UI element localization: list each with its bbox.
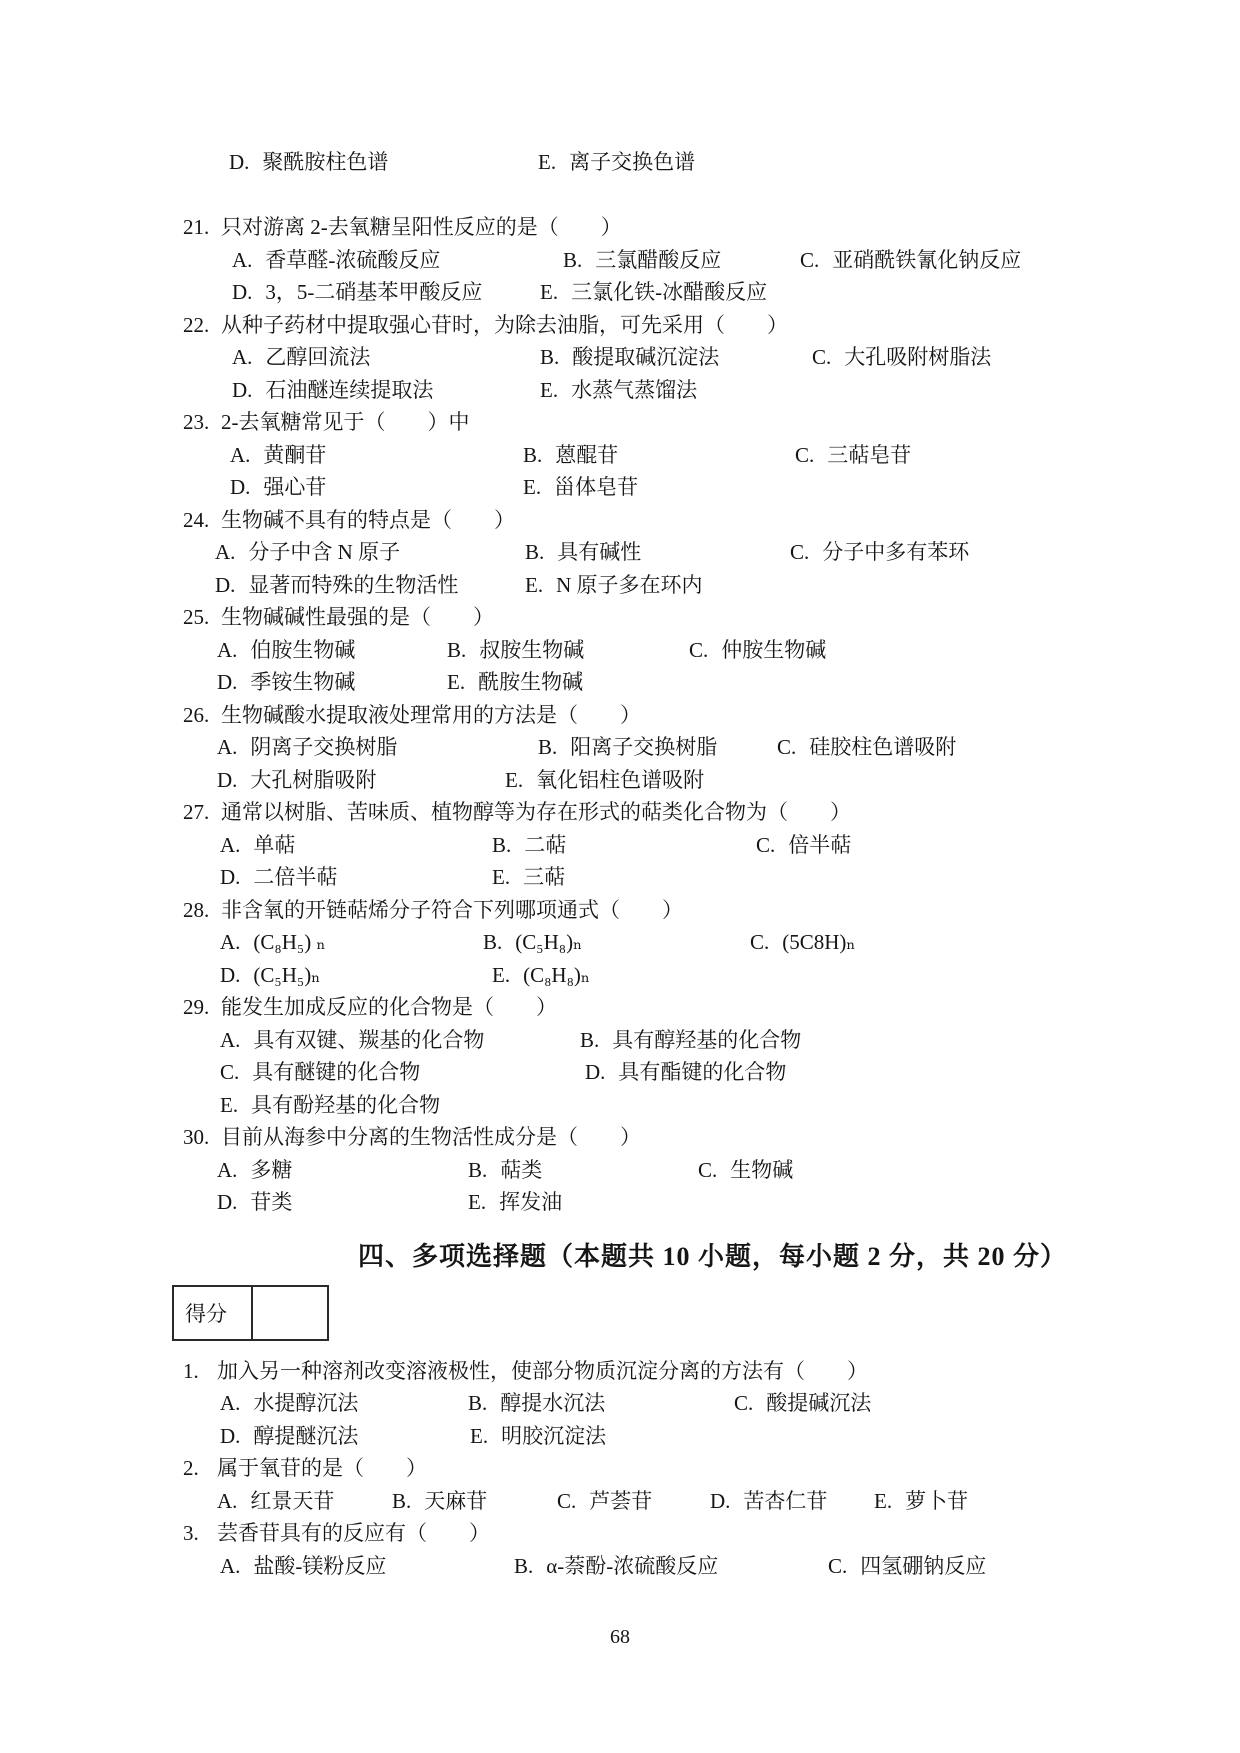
option-label: C. <box>750 930 770 954</box>
option-label: B. <box>523 442 543 467</box>
option <box>800 244 1021 277</box>
option-row <box>0 374 1240 407</box>
option-row <box>0 536 1240 569</box>
question-stem-row <box>0 211 1240 244</box>
option-text: 醇提水沉法 <box>500 1391 606 1415</box>
option <box>540 341 719 374</box>
blank-line <box>0 179 1240 212</box>
option <box>538 146 695 179</box>
option-label: E. <box>470 1423 489 1448</box>
option-label: C. <box>734 1391 754 1415</box>
question-number: 26. <box>183 702 210 727</box>
question-stem-row <box>0 1452 1240 1485</box>
option-text: 明胶沉淀法 <box>501 1423 607 1448</box>
score-label-cell: 得分 <box>174 1287 253 1339</box>
question-number: 27. <box>183 800 210 824</box>
question <box>0 699 1240 797</box>
option-label: E. <box>538 150 557 174</box>
question-stem: 目前从海参中分离的生物活性成分是（ ） <box>221 1125 641 1149</box>
option-text: (C₅H₅)ₙ <box>253 962 321 987</box>
question-stem: 从种子药材中提取强心苷时，为除去油脂，可先采用（ ） <box>221 312 788 337</box>
option-label: B. <box>483 930 503 954</box>
option-row <box>0 666 1240 699</box>
option-label: E. <box>447 670 466 694</box>
option-text: 阴离子交换树脂 <box>250 735 398 759</box>
option <box>523 439 618 472</box>
question <box>0 991 1240 1121</box>
option-label: E. <box>468 1190 487 1214</box>
option <box>447 634 584 667</box>
option-text: 叔胺生物碱 <box>479 637 585 662</box>
option <box>525 569 703 602</box>
option-label: C. <box>557 1488 577 1513</box>
question-stem-row <box>0 1517 1240 1550</box>
option-text: 三萜皂苷 <box>827 442 912 467</box>
option-label: B. <box>563 247 583 272</box>
question-stem: 生物碱碱性最强的是（ ） <box>221 605 494 629</box>
option <box>734 1387 871 1420</box>
question-stem: 生物碱酸水提取液处理常用的方法是（ ） <box>221 702 641 727</box>
option-text: 蒽醌苷 <box>555 442 619 467</box>
option <box>220 959 320 992</box>
option <box>220 829 295 862</box>
score-box <box>172 1285 329 1341</box>
option-label: A. <box>217 637 238 662</box>
option <box>230 439 326 472</box>
option <box>232 341 370 374</box>
option-label: B. <box>580 1027 600 1052</box>
option <box>874 1485 968 1518</box>
option-text: 离子交换色谱 <box>569 150 696 174</box>
option-label: D. <box>585 1060 606 1084</box>
option-text: 醇提醚沉法 <box>253 1423 359 1448</box>
option <box>232 244 440 277</box>
option-label: A. <box>217 1488 238 1513</box>
option <box>447 666 583 699</box>
option-row <box>0 276 1240 309</box>
option-text: 具有酚羟基的化合物 <box>251 1092 441 1117</box>
option-row <box>0 1420 1240 1453</box>
option-text: 氧化铝柱色谱吸附 <box>536 767 705 792</box>
option-label: C. <box>812 345 832 369</box>
option <box>580 1024 801 1057</box>
question-number: 23. <box>183 410 210 434</box>
option <box>585 1056 786 1089</box>
option-text: 芦荟苷 <box>589 1488 653 1513</box>
question-number: 21. <box>183 215 210 239</box>
option-row <box>0 1550 1240 1583</box>
option-text: 具有双键、羰基的化合物 <box>253 1027 485 1052</box>
question <box>0 504 1240 602</box>
option-label: E. <box>505 767 524 792</box>
option-text: 单萜 <box>253 832 296 857</box>
option-label: E. <box>540 377 559 402</box>
question-stem: 通常以树脂、苦味质、植物醇等为存在形式的萜类化合物为（ ） <box>221 800 851 824</box>
question <box>0 894 1240 992</box>
option-text: 四氢硼钠反应 <box>860 1553 987 1578</box>
option <box>232 374 433 407</box>
option-row <box>0 471 1240 504</box>
option-row <box>0 861 1240 894</box>
option-label: A. <box>220 1027 241 1052</box>
option-label: D. <box>215 572 236 597</box>
page-number: 68 <box>610 1626 630 1648</box>
option-label: E. <box>492 865 511 889</box>
option-text: 阳离子交换树脂 <box>570 735 718 759</box>
option-row <box>0 569 1240 602</box>
option <box>557 1485 652 1518</box>
option-text: 生物碱 <box>730 1157 794 1182</box>
option-text: (C₅H₈)ₙ <box>515 930 583 954</box>
option <box>215 569 458 602</box>
option <box>220 1089 440 1122</box>
option-text: 香草醛-浓硫酸反应 <box>265 247 441 272</box>
question-number: 28. <box>183 897 210 922</box>
question <box>0 1355 1240 1453</box>
option <box>790 536 969 569</box>
question-stem: 生物碱不具有的特点是（ ） <box>221 507 515 532</box>
option-text: (C₈H₅) ₙ <box>253 930 326 954</box>
option <box>750 926 856 959</box>
option <box>220 1387 358 1420</box>
option-label: C. <box>698 1157 718 1182</box>
option-text: 倍半萜 <box>788 832 852 857</box>
option-label: C. <box>220 1060 240 1084</box>
question-number: 3. <box>183 1521 199 1545</box>
option-label: A. <box>230 442 251 467</box>
option-label: A. <box>232 247 253 272</box>
question <box>0 1452 1240 1517</box>
option-text: 分子中多有苯环 <box>822 540 970 564</box>
question-stem-row <box>0 601 1240 634</box>
option <box>468 1186 562 1219</box>
option-label: D. <box>220 962 241 987</box>
question <box>0 1121 1240 1219</box>
option <box>514 1550 718 1583</box>
option-row <box>0 1056 1240 1089</box>
option-text: 盐酸-镁粉反应 <box>253 1553 387 1578</box>
option-label: C. <box>800 247 820 272</box>
option-label: A. <box>232 345 253 369</box>
option-label: E. <box>874 1488 893 1513</box>
option <box>540 276 767 309</box>
option-label: E. <box>523 475 542 499</box>
option-text: 天麻苷 <box>424 1488 488 1513</box>
option-label: B. <box>538 735 558 759</box>
question-stem: 加入另一种溶剂改变溶液极性，使部分物质沉淀分离的方法有（ ） <box>217 1358 868 1383</box>
option-label: D. <box>220 865 241 889</box>
question-stem: 能发生加成反应的化合物是（ ） <box>221 995 557 1019</box>
option-row <box>0 1387 1240 1420</box>
option <box>698 1154 793 1187</box>
option-text: 石油醚连续提取法 <box>265 377 434 402</box>
option <box>392 1485 487 1518</box>
option-text: 红景天苷 <box>250 1488 335 1513</box>
question-number: 25. <box>183 605 210 629</box>
option-text: 大孔树脂吸附 <box>250 767 377 792</box>
option-label: D. <box>232 377 253 402</box>
option <box>812 341 991 374</box>
option-text: N 原子多在环内 <box>556 572 703 597</box>
option-label: D. <box>229 150 250 174</box>
option <box>505 764 704 797</box>
option-row <box>0 244 1240 277</box>
option-row <box>0 1089 1240 1122</box>
question-stem-row <box>0 796 1240 829</box>
option-text: 三氯化铁-冰醋酸反应 <box>571 280 768 304</box>
option-label: B. <box>492 832 512 857</box>
option-label: A. <box>217 735 238 759</box>
option <box>220 1056 420 1089</box>
option-row <box>0 926 1240 959</box>
option <box>220 861 337 894</box>
option-row <box>0 341 1240 374</box>
question-stem-row <box>0 699 1240 732</box>
option <box>229 146 388 179</box>
option <box>220 926 326 959</box>
option-label: E. <box>540 280 559 304</box>
option <box>230 471 326 504</box>
option-text: (5C8H)ₙ <box>782 930 856 954</box>
question-number: 2. <box>183 1456 199 1480</box>
option-text: 苷类 <box>250 1190 293 1214</box>
option-text: 显著而特殊的生物活性 <box>248 572 459 597</box>
option-text: 水蒸气蒸馏法 <box>571 377 698 402</box>
option-row <box>0 1024 1240 1057</box>
option <box>492 959 590 992</box>
option-label: E. <box>220 1092 239 1117</box>
question-stem-row <box>0 1121 1240 1154</box>
option-text: 3，5-二硝基苯甲酸反应 <box>265 280 483 304</box>
option-row <box>0 829 1240 862</box>
question-stem-row <box>0 1355 1240 1388</box>
option-text: 具有醚键的化合物 <box>252 1060 421 1084</box>
option-label: C. <box>756 832 776 857</box>
option-text: (C₈H₈)ₙ <box>523 962 590 987</box>
option <box>540 374 697 407</box>
option <box>220 1550 386 1583</box>
option <box>468 1154 542 1187</box>
option <box>492 861 565 894</box>
option <box>523 471 638 504</box>
question-stem-row <box>0 504 1240 537</box>
option <box>220 1024 484 1057</box>
option-text: 甾体皂苷 <box>554 475 639 499</box>
option-text: 乙醇回流法 <box>265 345 371 369</box>
option-row <box>0 764 1240 797</box>
option-label: B. <box>447 637 467 662</box>
multi-choice-questions <box>0 1355 1240 1583</box>
question <box>0 211 1240 309</box>
option <box>217 731 397 764</box>
option-label: A. <box>217 1157 238 1182</box>
option-label: D. <box>217 1190 238 1214</box>
option <box>217 1485 334 1518</box>
option-text: 大孔吸附树脂法 <box>844 345 992 369</box>
option-row <box>0 146 1240 179</box>
option <box>468 1387 605 1420</box>
option <box>217 764 376 797</box>
question <box>0 601 1240 699</box>
option-label: C. <box>777 735 797 759</box>
option-row <box>0 1485 1240 1518</box>
option-label: D. <box>232 280 253 304</box>
option <box>756 829 851 862</box>
option-label: E. <box>492 962 511 987</box>
option-text: 酸提碱沉法 <box>766 1391 872 1415</box>
option-text: 二倍半萜 <box>253 865 338 889</box>
option-label: D. <box>710 1488 731 1513</box>
question <box>0 796 1240 894</box>
question-stem: 属于氧苷的是（ ） <box>217 1456 427 1480</box>
option <box>795 439 911 472</box>
question-stem-row <box>0 991 1240 1024</box>
option-label: D. <box>217 670 238 694</box>
option-label: C. <box>790 540 810 564</box>
option <box>492 829 566 862</box>
option-label: A. <box>220 1391 241 1415</box>
question-stem: 非含氧的开链萜烯分子符合下列哪项通式（ ） <box>221 897 683 922</box>
option-text: 苦杏仁苷 <box>743 1488 828 1513</box>
option-label: C. <box>795 442 815 467</box>
option-text: 强心苷 <box>263 475 327 499</box>
option <box>220 1420 358 1453</box>
option-label: E. <box>525 572 544 597</box>
question-number: 22. <box>183 312 210 337</box>
option-text: 具有醇羟基的化合物 <box>612 1027 802 1052</box>
score-value-cell <box>253 1287 327 1339</box>
option <box>217 1154 292 1187</box>
option-label: B. <box>514 1553 534 1578</box>
option <box>525 536 641 569</box>
option-text: 伯胺生物碱 <box>250 637 356 662</box>
option <box>215 536 400 569</box>
option-text: 二萜 <box>524 832 567 857</box>
option-text: 季铵生物碱 <box>250 670 356 694</box>
section-title: 四、多项选择题（本题共 10 小题，每小题 2 分，共 20 分） <box>358 1241 1068 1271</box>
option-row <box>0 959 1240 992</box>
option-label: D. <box>220 1423 241 1448</box>
question <box>0 406 1240 504</box>
option-label: B. <box>540 345 560 369</box>
option-label: A. <box>220 930 241 954</box>
option <box>538 731 717 764</box>
question-number: 1. <box>183 1358 199 1383</box>
option-text: 聚酰胺柱色谱 <box>262 150 389 174</box>
option-text: 具有酯键的化合物 <box>618 1060 787 1084</box>
option-row <box>0 439 1240 472</box>
option-label: A. <box>215 540 236 564</box>
question <box>0 309 1240 407</box>
option <box>710 1485 827 1518</box>
option-label: C. <box>689 637 709 662</box>
option-label: C. <box>828 1553 848 1578</box>
option-row <box>0 1186 1240 1219</box>
option-row <box>0 1154 1240 1187</box>
question-stem-row <box>0 406 1240 439</box>
option <box>217 1186 292 1219</box>
option <box>689 634 826 667</box>
option-text: 黄酮苷 <box>263 442 327 467</box>
option <box>483 926 582 959</box>
option-text: 水提醇沉法 <box>253 1391 359 1415</box>
question-stem-row <box>0 309 1240 342</box>
option-text: 多糖 <box>250 1157 293 1182</box>
option-label: B. <box>525 540 545 564</box>
option-row <box>0 731 1240 764</box>
option-label: D. <box>217 767 238 792</box>
question-stem: 2-去氧糖常见于（ ）中 <box>221 410 470 434</box>
option-text: 三萜 <box>523 865 566 889</box>
option-text: 亚硝酰铁氰化钠反应 <box>832 247 1022 272</box>
option-text: 硅胶柱色谱吸附 <box>809 735 957 759</box>
option-text: 分子中含 N 原子 <box>248 540 401 564</box>
option <box>828 1550 986 1583</box>
option-text: 三氯醋酸反应 <box>595 247 722 272</box>
option <box>217 666 355 699</box>
option <box>563 244 721 277</box>
option-text: 挥发油 <box>499 1190 563 1214</box>
option-text: 仲胺生物碱 <box>721 637 827 662</box>
option-text: α-萘酚-浓硫酸反应 <box>546 1553 719 1578</box>
option-text: 萜类 <box>500 1157 543 1182</box>
option <box>777 731 956 764</box>
question-number: 30. <box>183 1125 210 1149</box>
question <box>0 1517 1240 1582</box>
option-label: D. <box>230 475 251 499</box>
option <box>232 276 482 309</box>
option <box>217 634 355 667</box>
option <box>470 1420 606 1453</box>
option-label: A. <box>220 1553 241 1578</box>
option-text: 萝卜苷 <box>905 1488 969 1513</box>
question-number: 24. <box>183 507 210 532</box>
question-stem-row <box>0 894 1240 927</box>
question-number: 29. <box>183 995 210 1019</box>
question-stem: 只对游离 2-去氧糖呈阳性反应的是（ ） <box>221 215 622 239</box>
option-row <box>0 634 1240 667</box>
option-label: B. <box>468 1157 488 1182</box>
option-text: 酸提取碱沉淀法 <box>572 345 720 369</box>
option-label: A. <box>220 832 241 857</box>
option-label: B. <box>468 1391 488 1415</box>
option-label: B. <box>392 1488 412 1513</box>
option-text: 酰胺生物碱 <box>478 670 584 694</box>
option-text: 具有碱性 <box>557 540 642 564</box>
question-stem: 芸香苷具有的反应有（ ） <box>217 1521 490 1545</box>
